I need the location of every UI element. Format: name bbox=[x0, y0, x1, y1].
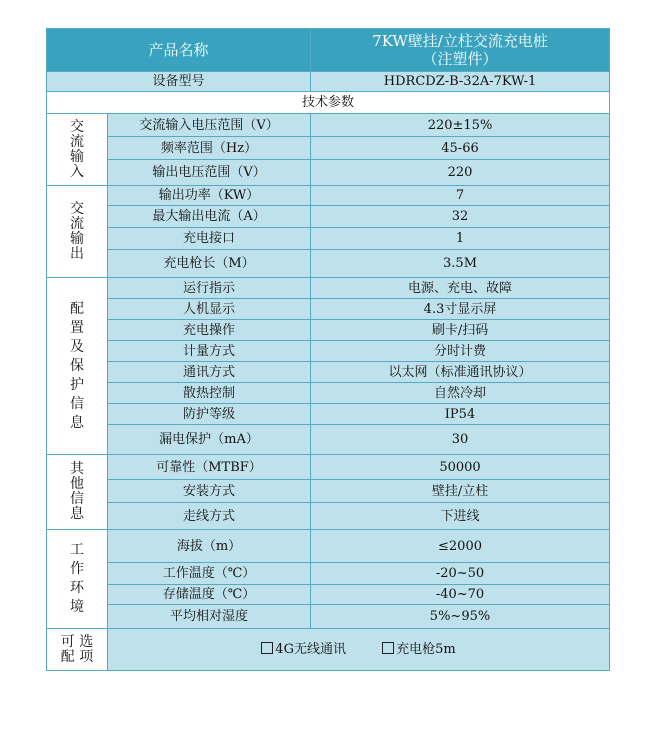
row-value: 50000 bbox=[311, 455, 610, 480]
table-row bbox=[47, 530, 610, 563]
row-value: 4.3寸显示屏 bbox=[311, 299, 610, 320]
model-label: 设备型号 bbox=[47, 72, 311, 92]
row-label: 充电接口 bbox=[108, 228, 311, 250]
model-value: HDRCDZ-B-32A-7KW-1 bbox=[311, 72, 610, 92]
row-label: 输出电压范围（V） bbox=[108, 160, 311, 186]
checkbox-icon bbox=[382, 642, 394, 654]
option-label: 充电枪5m bbox=[396, 642, 456, 657]
row-label: 最大输出电流（A） bbox=[108, 206, 311, 228]
group-label-ac-output bbox=[47, 186, 108, 278]
option-item bbox=[261, 642, 346, 657]
table-row bbox=[47, 278, 610, 299]
row-label: 安装方式 bbox=[108, 480, 311, 503]
group-name: 交流输入 bbox=[70, 118, 84, 180]
group-label-other bbox=[47, 455, 108, 530]
row-value: 7 bbox=[311, 186, 610, 206]
row-value: 30 bbox=[311, 425, 610, 455]
model-row bbox=[47, 72, 610, 92]
row-label: 可靠性（MTBF） bbox=[108, 455, 311, 480]
row-label: 运行指示 bbox=[108, 278, 311, 299]
group-label-environment bbox=[47, 530, 108, 629]
options-label bbox=[47, 629, 108, 671]
table-row bbox=[47, 299, 610, 320]
table-row bbox=[47, 585, 610, 605]
row-label: 充电操作 bbox=[108, 320, 311, 341]
options-label-line1: 可 选 bbox=[60, 633, 94, 650]
group-name: 工作环境 bbox=[70, 542, 84, 615]
table-row bbox=[47, 362, 610, 383]
row-value: 下进线 bbox=[311, 503, 610, 530]
table-row bbox=[47, 114, 610, 137]
option-label: 4G无线通讯 bbox=[275, 642, 346, 657]
product-name-label: 产品名称 bbox=[47, 29, 311, 72]
row-value: 45-66 bbox=[311, 137, 610, 160]
spec-table bbox=[46, 28, 610, 671]
product-name-value bbox=[311, 29, 610, 72]
table-row bbox=[47, 320, 610, 341]
checkbox-icon bbox=[261, 642, 273, 654]
table-row bbox=[47, 383, 610, 404]
row-label: 交流输入电压范围（V） bbox=[108, 114, 311, 137]
table-row bbox=[47, 228, 610, 250]
row-label: 存储温度（℃） bbox=[108, 585, 311, 605]
row-value: 32 bbox=[311, 206, 610, 228]
table-row bbox=[47, 250, 610, 278]
row-value: 壁挂/立柱 bbox=[311, 480, 610, 503]
row-label: 走线方式 bbox=[108, 503, 311, 530]
row-label: 人机显示 bbox=[108, 299, 311, 320]
product-name-line1: 7KW壁挂/立柱交流充电桩 bbox=[372, 32, 548, 50]
options-row bbox=[47, 629, 610, 671]
product-name-line2: （注塑件） bbox=[422, 50, 498, 68]
row-label: 漏电保护（mA） bbox=[108, 425, 311, 455]
row-label: 计量方式 bbox=[108, 341, 311, 362]
row-value: IP54 bbox=[311, 404, 610, 425]
options-values bbox=[108, 629, 610, 671]
row-value: 刷卡/扫码 bbox=[311, 320, 610, 341]
section-title: 技术参数 bbox=[47, 92, 610, 114]
row-label: 频率范围（Hz） bbox=[108, 137, 311, 160]
row-value: 5%~95% bbox=[311, 605, 610, 629]
row-value: 自然冷却 bbox=[311, 383, 610, 404]
row-value: ≤2000 bbox=[311, 530, 610, 563]
table-row bbox=[47, 605, 610, 629]
table-row bbox=[47, 455, 610, 480]
row-label: 防护等级 bbox=[108, 404, 311, 425]
row-value: -40~70 bbox=[311, 585, 610, 605]
row-label: 平均相对湿度 bbox=[108, 605, 311, 629]
row-value: 分时计费 bbox=[311, 341, 610, 362]
row-label: 工作温度（℃） bbox=[108, 563, 311, 585]
table-row bbox=[47, 503, 610, 530]
row-label: 散热控制 bbox=[108, 383, 311, 404]
table-row bbox=[47, 563, 610, 585]
table-row bbox=[47, 206, 610, 228]
row-value: 220 bbox=[311, 160, 610, 186]
header-row bbox=[47, 29, 610, 72]
table-row bbox=[47, 341, 610, 362]
group-name: 其他信息 bbox=[70, 461, 84, 522]
option-item bbox=[382, 642, 456, 657]
options-label-line2: 配 项 bbox=[60, 648, 94, 665]
row-value: 3.5M bbox=[311, 250, 610, 278]
table-row bbox=[47, 480, 610, 503]
table-row bbox=[47, 425, 610, 455]
row-label: 通讯方式 bbox=[108, 362, 311, 383]
group-name: 配置及保护信息 bbox=[70, 300, 84, 431]
row-value: 电源、充电、故障 bbox=[311, 278, 610, 299]
row-value: 以太网（标准通讯协议） bbox=[311, 362, 610, 383]
group-label-ac-input bbox=[47, 114, 108, 186]
row-label: 输出功率（KW） bbox=[108, 186, 311, 206]
group-name: 交流输出 bbox=[70, 200, 84, 262]
row-value: -20~50 bbox=[311, 563, 610, 585]
table-row bbox=[47, 186, 610, 206]
group-label-config-protection bbox=[47, 278, 108, 455]
row-label: 充电枪长（M） bbox=[108, 250, 311, 278]
table-row bbox=[47, 404, 610, 425]
section-title-row bbox=[47, 92, 610, 114]
table-row bbox=[47, 160, 610, 186]
table-row bbox=[47, 137, 610, 160]
row-value: 1 bbox=[311, 228, 610, 250]
row-label: 海拔（m） bbox=[108, 530, 311, 563]
row-value: 220±15% bbox=[311, 114, 610, 137]
